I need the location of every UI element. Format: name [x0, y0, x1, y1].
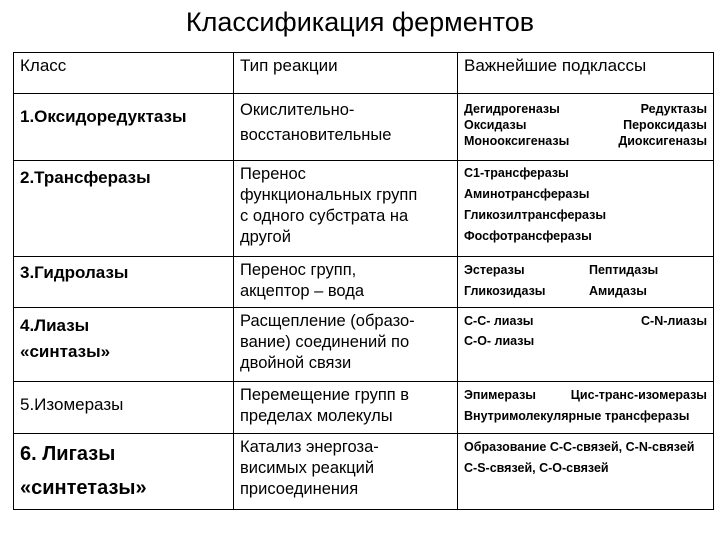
class-alias: «синтетазы» — [20, 477, 147, 499]
class-cell — [14, 382, 234, 434]
subclass-pair — [464, 260, 707, 281]
subclass: Оксидазы — [464, 118, 527, 132]
class-name: 5.Изомеразы — [20, 395, 124, 414]
header-reaction-type: Тип реакции — [234, 53, 458, 94]
subclass: Внутримолекулярные трансферазы — [464, 409, 690, 423]
subclasses-cell — [458, 308, 714, 382]
table-row — [14, 161, 714, 257]
subclass: Гликозидазы — [464, 284, 546, 298]
subclass: Эпимеразы — [464, 388, 536, 402]
page-title: Классификация ферментов — [185, 7, 535, 37]
subclass: Амидазы — [589, 284, 647, 298]
reaction-line: Перенос — [240, 165, 306, 183]
reaction-line: Перемещение групп в — [240, 386, 410, 404]
table-row — [14, 434, 714, 510]
subclass: Пептидазы — [589, 263, 659, 277]
class-name: 3.Гидролазы — [20, 263, 129, 282]
class-cell — [14, 434, 234, 510]
reaction-line: присоединения — [240, 480, 359, 498]
reaction-line: функциональных групп — [240, 186, 418, 204]
subclass-pair — [464, 311, 707, 331]
reaction-line: висимых реакций — [240, 459, 375, 477]
reaction-line: акцептор – вода — [240, 282, 365, 300]
reaction-line: восстановительные — [240, 126, 392, 144]
subclass: С-N-лиазы — [641, 314, 707, 328]
reaction-line: Расщепление (образо- — [240, 312, 415, 330]
class-name: 2.Трансферазы — [20, 168, 151, 187]
reaction-line: вание) соединений по — [240, 333, 410, 351]
subclass: С1-трансферазы — [464, 166, 569, 180]
reaction-line: с одного субстрата на — [240, 207, 409, 225]
reaction-cell — [234, 382, 458, 434]
reaction-line: Перенос групп, — [240, 261, 357, 279]
subclass: Гликозилтрансферазы — [464, 208, 607, 222]
subclasses-cell — [458, 94, 714, 161]
class-alias: «синтазы» — [20, 342, 111, 361]
reaction-line: пределах молекулы — [240, 407, 393, 425]
subclasses-cell — [458, 161, 714, 257]
subclass: Образование С-С-связей, С-N-связей — [464, 440, 695, 454]
subclass: С-О- лиазы — [464, 334, 535, 348]
reaction-cell — [234, 94, 458, 161]
class-name: 6. Лигазы — [20, 443, 116, 465]
subclass: Эстеразы — [464, 263, 525, 277]
subclass: С-S-связей, С-О-связей — [464, 461, 609, 475]
subclass: Диоксигеназы — [618, 134, 707, 148]
enzyme-classification-table — [13, 52, 714, 510]
reaction-cell — [234, 434, 458, 510]
class-cell — [14, 257, 234, 308]
header-class: Класс — [14, 53, 234, 94]
subclass-pair — [464, 133, 707, 149]
reaction-cell — [234, 257, 458, 308]
class-cell — [14, 308, 234, 382]
subclass: Монооксигеназы — [464, 134, 570, 148]
subclass-pair — [464, 406, 707, 427]
table-row — [14, 382, 714, 434]
subclass-pair — [464, 331, 707, 351]
table-row — [14, 257, 714, 308]
subclass: Редуктазы — [640, 102, 707, 116]
subclass: Аминотрансферазы — [464, 187, 590, 201]
table-header-row — [14, 53, 714, 94]
reaction-line: двойной связи — [240, 354, 352, 372]
reaction-line: Окислительно- — [240, 101, 355, 119]
header-subclasses: Важнейшие подклассы — [458, 53, 714, 94]
class-name: 1.Оксидоредуктазы — [20, 107, 187, 126]
table-row — [14, 94, 714, 161]
class-cell — [14, 161, 234, 257]
subclass-pair — [464, 117, 707, 133]
class-name: 4.Лиазы — [20, 316, 90, 335]
subclasses-cell — [458, 382, 714, 434]
subclasses-cell — [458, 434, 714, 510]
table-row — [14, 308, 714, 382]
subclass: Дегидрогеназы — [464, 102, 560, 116]
reaction-cell — [234, 308, 458, 382]
subclasses-cell — [458, 257, 714, 308]
subclass: Фосфотрансферазы — [464, 229, 592, 243]
reaction-line: другой — [240, 228, 291, 246]
reaction-cell — [234, 161, 458, 257]
reaction-line: Катализ энергоза- — [240, 438, 379, 456]
subclass: Пероксидазы — [623, 118, 707, 132]
class-cell — [14, 94, 234, 161]
subclass: С-С- лиазы — [464, 314, 534, 328]
subclass-pair — [464, 385, 707, 406]
subclass-pair — [464, 101, 707, 117]
subclass: Цис-транс-изомеразы — [570, 388, 707, 402]
subclass-pair — [464, 281, 707, 302]
